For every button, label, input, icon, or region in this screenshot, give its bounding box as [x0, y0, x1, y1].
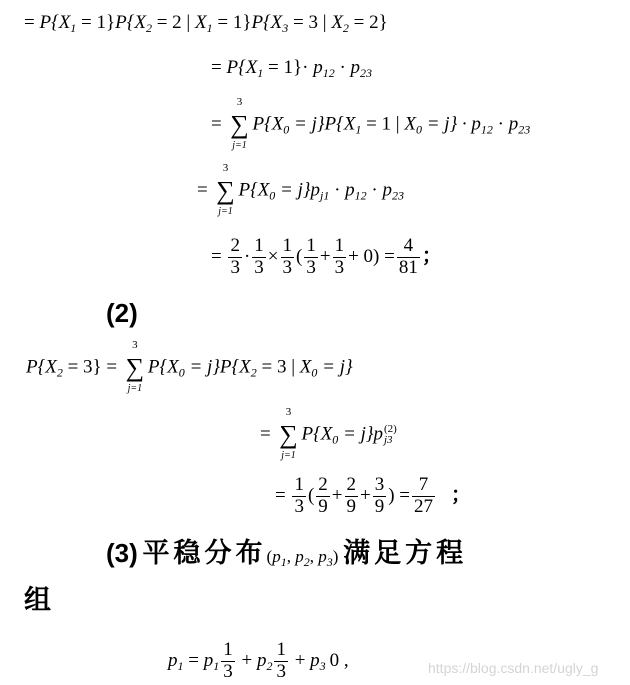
watermark: https://blog.csdn.net/ugly_g [428, 660, 599, 676]
var-x: X [245, 57, 258, 78]
subscript: 1 [355, 122, 362, 137]
fraction [281, 236, 295, 279]
var-x: X [299, 356, 312, 378]
subscript: 23 [518, 122, 531, 137]
prob-symbol: P{ [251, 12, 271, 33]
var-x: X [270, 12, 283, 33]
summation [214, 162, 236, 217]
sigma-symbol: ∑ [216, 176, 235, 205]
numerator: 2 [346, 474, 357, 495]
operator: + [360, 484, 371, 506]
denominator: 9 [318, 495, 328, 517]
subscript: 0 [415, 122, 422, 137]
part2-line-3 [275, 475, 475, 518]
subscript: 2 [342, 21, 349, 35]
equation-line-1 [24, 13, 388, 34]
var-x: X [239, 356, 251, 378]
denominator: 3 [276, 660, 286, 682]
section-3-heading [106, 540, 467, 568]
operator: × [267, 245, 279, 267]
term: = 3} = [62, 356, 122, 378]
denominator: 3 [334, 256, 345, 278]
denominator: 9 [346, 495, 357, 517]
subscript: 0 [269, 188, 276, 203]
part2-line-2 [260, 406, 397, 461]
dot-operator: · [334, 57, 351, 78]
subscript: 1 [70, 21, 77, 35]
prob-symbol: P{ [252, 113, 272, 135]
fraction [316, 475, 330, 518]
subscript: 0 [283, 122, 290, 137]
var-p: p [508, 113, 519, 135]
operator: · [243, 245, 251, 267]
subscript: 1 [280, 555, 287, 569]
prob-symbol: P{ [39, 12, 59, 33]
term: = 3 | [256, 356, 300, 378]
var-p: p [295, 547, 304, 566]
fraction [373, 475, 387, 518]
subscript: 23 [360, 66, 373, 80]
numerator: 2 [230, 235, 240, 256]
denominator: 81 [398, 256, 418, 278]
term: = 1 | [361, 113, 405, 135]
dot-operator: · [329, 179, 346, 201]
dot-operator: · [366, 179, 383, 201]
subscript: 0 [311, 365, 318, 380]
denominator: 3 [282, 256, 293, 278]
subscript: 3 [282, 21, 289, 35]
fraction [228, 236, 242, 279]
var-x: X [271, 113, 284, 135]
denominator: 27 [414, 495, 434, 517]
comma: , [339, 649, 349, 671]
numerator: 1 [254, 235, 264, 256]
heading-text: 满足方程 [343, 538, 468, 569]
section-3-heading-continued: 组 [24, 585, 55, 616]
subscript: 3 [319, 658, 326, 673]
numerator: 4 [397, 236, 420, 258]
equals: = [211, 113, 227, 135]
term: = j} [317, 356, 353, 378]
equals: = [260, 423, 276, 445]
equation-line-2 [211, 58, 372, 79]
var-p: p [203, 649, 214, 671]
sum-lower: j=1 [281, 450, 296, 461]
subscript: 0 [332, 432, 339, 447]
var-p: p [313, 57, 323, 78]
prob-symbol: P{ [226, 57, 246, 78]
prob-symbol: P{ [26, 356, 46, 378]
term: 0 [329, 649, 340, 671]
subscript: 12 [480, 122, 493, 137]
var-p: p [382, 179, 392, 201]
dot-operator: · [492, 113, 509, 135]
subscript: 2 [145, 21, 152, 35]
equals: = [275, 484, 291, 506]
summation [277, 406, 299, 461]
operator: + [331, 484, 343, 506]
var-p: p [310, 179, 320, 201]
term: = j} · [421, 113, 472, 135]
var-p: p [272, 547, 281, 566]
term: + 0) = [348, 245, 395, 267]
operator: + [319, 245, 331, 267]
semicolon: ； [421, 242, 446, 267]
fraction [292, 475, 306, 518]
numerator: 3 [374, 474, 385, 495]
var-x: X [404, 113, 416, 135]
numerator: 1 [276, 639, 286, 660]
subscript: 1 [213, 658, 220, 673]
paren: ( [266, 547, 273, 566]
fraction [345, 475, 359, 518]
denominator: 3 [223, 660, 233, 682]
numerator: 1 [282, 235, 293, 256]
var-x: X [134, 12, 146, 33]
prob-symbol: P{ [115, 12, 135, 33]
equals: = [211, 245, 227, 267]
comma: , [286, 547, 296, 566]
sigma-symbol: ∑ [279, 420, 298, 449]
subscript: 3 [326, 555, 333, 569]
denominator: 9 [374, 495, 385, 517]
prob-symbol: P{ [219, 356, 240, 378]
denominator: 3 [230, 256, 240, 278]
comma: , [309, 547, 319, 566]
fraction [397, 236, 420, 279]
summation [124, 339, 146, 394]
var-x: X [58, 12, 71, 33]
var-p: p [373, 423, 383, 445]
prob-symbol: P{ [301, 423, 321, 445]
part3-equation [168, 640, 349, 683]
subscript: 0 [178, 365, 185, 380]
section-3-number: (3) [106, 538, 138, 568]
numerator: 2 [318, 474, 328, 495]
operator: + [236, 649, 257, 671]
subscript: 1 [257, 66, 264, 80]
fraction [412, 475, 435, 518]
sum-lower: j=1 [232, 140, 247, 151]
var-x: X [195, 12, 207, 33]
numerator: 1 [294, 474, 304, 495]
var-x: X [257, 179, 270, 201]
subscript: 12 [354, 188, 367, 203]
subscript: 1 [206, 21, 213, 35]
numerator: 1 [306, 235, 316, 256]
summation [228, 96, 250, 151]
term: = j} [184, 356, 220, 378]
equals: = [24, 12, 40, 33]
var-p: p [256, 649, 267, 671]
operator: + [289, 649, 311, 671]
subscript: 2 [266, 658, 273, 673]
sum-upper: 3 [132, 339, 138, 351]
term: = 1} [212, 12, 252, 33]
sum-upper: 3 [285, 406, 292, 418]
fraction [333, 236, 347, 279]
subscript: 1 [177, 658, 184, 673]
sum-lower: j=1 [218, 206, 233, 217]
equals: = [197, 179, 213, 201]
subscript: j3 [384, 434, 393, 446]
equation-line-3 [211, 96, 531, 151]
prob-symbol: P{ [147, 356, 168, 378]
fraction [221, 640, 235, 683]
denominator: 3 [306, 256, 316, 278]
sup-sub-stack [384, 424, 397, 446]
var-p: p [318, 547, 327, 566]
superscript: (2) [384, 423, 397, 435]
equals: = [183, 649, 204, 671]
part2-line-1 [26, 339, 353, 394]
var-x: X [167, 356, 179, 378]
term: = 2 | [151, 12, 195, 33]
term: = 1} [76, 12, 116, 33]
fraction [252, 236, 266, 279]
var-p: p [350, 57, 361, 78]
var-x: X [45, 356, 57, 378]
heading-text: 平稳分布 [142, 538, 267, 569]
var-p: p [345, 179, 355, 201]
subscript: 2 [303, 555, 310, 569]
var-x: X [320, 423, 333, 445]
section-2-label: (2) [106, 298, 138, 328]
term: = 2} [348, 12, 388, 33]
paren: ( [307, 484, 315, 506]
paren: ) [332, 547, 339, 566]
term: = 1}· [263, 57, 314, 78]
term: = j} [275, 179, 311, 201]
var-p: p [168, 649, 178, 671]
denominator: 3 [294, 495, 304, 517]
prob-symbol: P{ [238, 179, 258, 201]
subscript: 12 [322, 66, 335, 80]
sum-lower: j=1 [127, 383, 143, 394]
sum-upper: 3 [222, 162, 229, 174]
var-p: p [471, 113, 481, 135]
var-x: X [343, 113, 356, 135]
numerator: 7 [412, 475, 435, 497]
numerator: 1 [334, 235, 345, 256]
equation-line-4 [197, 162, 404, 217]
term: ) = [388, 484, 411, 506]
term: = 3 | [288, 12, 332, 33]
numerator: 1 [223, 639, 233, 660]
paren: ( [296, 245, 303, 267]
prob-symbol: P{ [324, 113, 344, 135]
subscript: j1 [320, 188, 330, 203]
subscript: 2 [56, 365, 63, 380]
fraction [304, 236, 318, 279]
var-p: p [310, 649, 320, 671]
semicolon: ； [451, 481, 476, 506]
denominator: 3 [254, 256, 264, 278]
subscript: 2 [250, 365, 257, 380]
sigma-symbol: ∑ [230, 110, 249, 139]
equation-line-5 [211, 236, 446, 279]
term: = j} [338, 423, 374, 445]
term: = j} [289, 113, 325, 135]
fraction [274, 640, 288, 683]
sigma-symbol: ∑ [125, 353, 145, 382]
sum-upper: 3 [236, 96, 243, 108]
subscript: 23 [392, 188, 404, 203]
equals: = [211, 57, 227, 78]
var-x: X [331, 12, 343, 33]
